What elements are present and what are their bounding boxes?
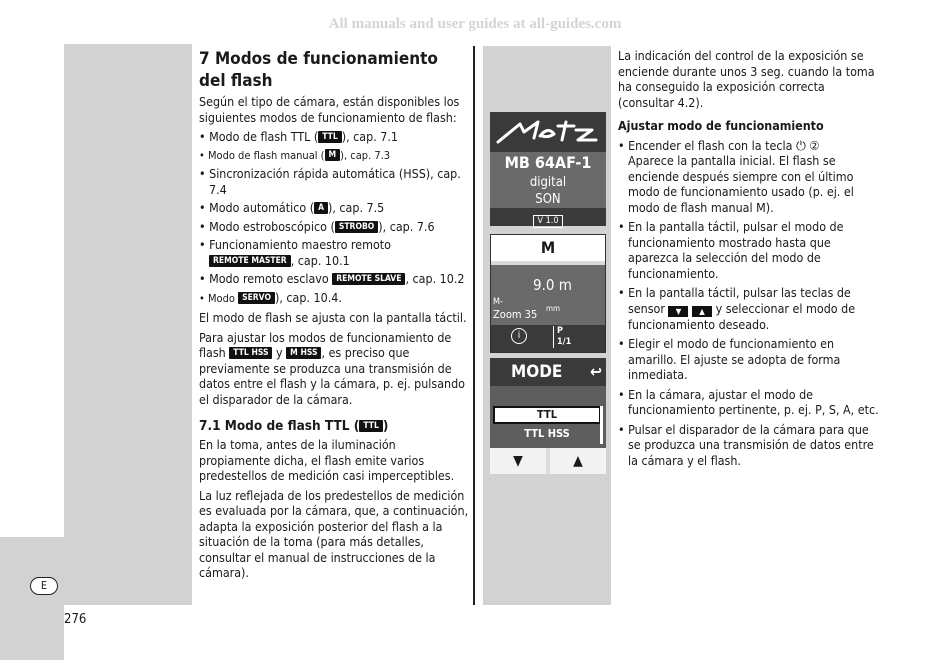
intro-text: Según el tipo de cámara, están disponibles los siguientes modos de funcionamiento de flash: [199, 94, 460, 125]
nav-buttons [490, 448, 606, 474]
distance-value: 9.0 m [533, 276, 572, 294]
option-next[interactable]: TTL HSS [524, 427, 570, 440]
up-button[interactable]: ▲ [550, 448, 606, 474]
down-key-icon: ▼ [668, 306, 688, 317]
mode-item: • Funcionamiento maestro remoto REMOTE MASTER , cap. 10.1 [199, 237, 391, 268]
model-line: SON [490, 191, 606, 208]
page-indicator: P 1/1 [553, 326, 571, 348]
mode-select-screen [490, 358, 606, 474]
page-number: 276 [64, 612, 87, 627]
mode-item: • Sincronización rápida automática (HSS), cap. 7.4 [199, 166, 461, 197]
paragraph: La indicación del control de la exposición se enciende durante unos 3 seg. cuando la toma ha conseguido la exposición correcta (consultar 4.2). [618, 48, 875, 110]
step-item: • Pulsar el disparador de la cámara para que se produzca una transmisión de datos entre la cámara y el flash. [618, 421, 874, 468]
column-left [199, 44, 469, 585]
mode-item: • Modo de flash manual ( M ), cap. 7.3 [199, 148, 391, 162]
info-icon[interactable]: i [511, 328, 527, 344]
mode-item: • Modo de flash TTL ( TTL ), cap. 7.1 [199, 129, 399, 144]
back-icon[interactable]: ↩ [589, 362, 602, 381]
step-item: • Encender el flash con la tecla ⏻ ② Aparece la pantalla inicial. El flash se enciende después siempre con el último modo de funcionamiento usado (p. ej. el modo de flash manual M). [618, 137, 854, 215]
model-line: digital [490, 174, 606, 191]
mode-tag: STROBO [335, 221, 378, 233]
mode-tag: TTL [359, 420, 383, 432]
step-item: • En la pantalla táctil, pulsar las teclas de sensor ▼ ▲ y seleccionar el modo de funcionamiento deseado. [618, 285, 856, 332]
mode-header: MODE ↩ [490, 358, 606, 386]
version-label: V 1.0 [533, 215, 564, 228]
paragraph: El modo de flash se ajusta con la pantalla táctil. [199, 310, 467, 325]
language-badge: E [30, 577, 58, 595]
up-key-icon: ▲ [692, 306, 712, 317]
mode-list [199, 129, 469, 306]
down-button[interactable]: ▼ [490, 448, 546, 474]
mode-item: • Modo remoto esclavo REMOTE SLAVE , cap. 10.2 [199, 271, 465, 286]
step-item: • Elegir el modo de funcionamiento en amarillo. El ajuste se adopta de forma inmediata. [618, 336, 841, 382]
mode-tag: REMOTE MASTER [209, 255, 291, 267]
step-item: • En la cámara, ajustar el modo de funcionamiento pertinente, p. ej. P, S, A, etc. [618, 386, 879, 417]
status-bar [491, 325, 605, 352]
zoom-value: Zoom 35 [493, 308, 538, 321]
margin-bar-bottom [0, 537, 64, 660]
paragraph: Para ajustar los modos de funcionamiento de flash TTL HSS y M HSS , es preciso que previamente se produzca una transmisión de datos entre el flash y la cámara, p. ej. pulsando el disparador de la cámara. [199, 329, 465, 407]
distance-panel [491, 265, 605, 325]
step-item: • En la pantalla táctil, pulsar el modo de funcionamiento mostrado hasta que aparezca la selección del modo de funcionamiento. [618, 219, 844, 281]
power-icon: ⏻ ② [795, 137, 820, 153]
mode-tag: TTL HSS [229, 347, 272, 359]
mode-tag: REMOTE SLAVE [332, 273, 405, 285]
mode-label[interactable]: M [491, 235, 605, 261]
mode-tag: M [325, 149, 341, 161]
paragraph: En la toma, antes de la iluminación propiamente dicha, el flash emite varios predestellos de medición casi imperceptibles. [199, 437, 455, 483]
margin-bar-left [64, 44, 192, 605]
scrollbar[interactable] [600, 406, 603, 444]
model-name: MB 64AF-1 [490, 152, 606, 174]
steps-list [618, 138, 883, 469]
mode-item: • Modo automático ( A ), cap. 7.5 [199, 200, 385, 215]
metz-logo [494, 118, 602, 146]
subsection-title: 7.1 Modo de flash TTL ( TTL ) [199, 418, 389, 434]
mode-item: • Modo estroboscópico ( STROBO ), cap. 7.6 [199, 218, 435, 234]
watermark: All manuals and user guides at all-guides.com [328, 16, 622, 32]
zoom-prefix: M- [493, 297, 503, 307]
mode-tag: TTL [318, 131, 342, 143]
mode-tag: M HSS [286, 347, 321, 359]
option-selected[interactable]: TTL [493, 406, 601, 424]
mode-tag: A [314, 202, 328, 214]
section-title: 7 Modos de funcionamiento del flash [199, 49, 438, 91]
mode-item: • Modo SERVO ), cap. 10.4. [199, 289, 342, 305]
zoom-unit: mm [546, 304, 561, 313]
column-divider [473, 46, 475, 605]
paragraph: La luz reflejada de los predestellos de medición es evaluada por la cámara, que, a continuación, adapta la exposición posterior del flash a la situación de la toma (para más detalles, consultar el manual de instrucciones de la cámara). [199, 487, 469, 580]
startup-screen [490, 112, 606, 226]
subheading: Ajustar modo de funcionamiento [618, 118, 824, 133]
column-right [618, 48, 883, 472]
mode-tag: SERVO [238, 292, 275, 304]
mode-screen [490, 234, 606, 353]
